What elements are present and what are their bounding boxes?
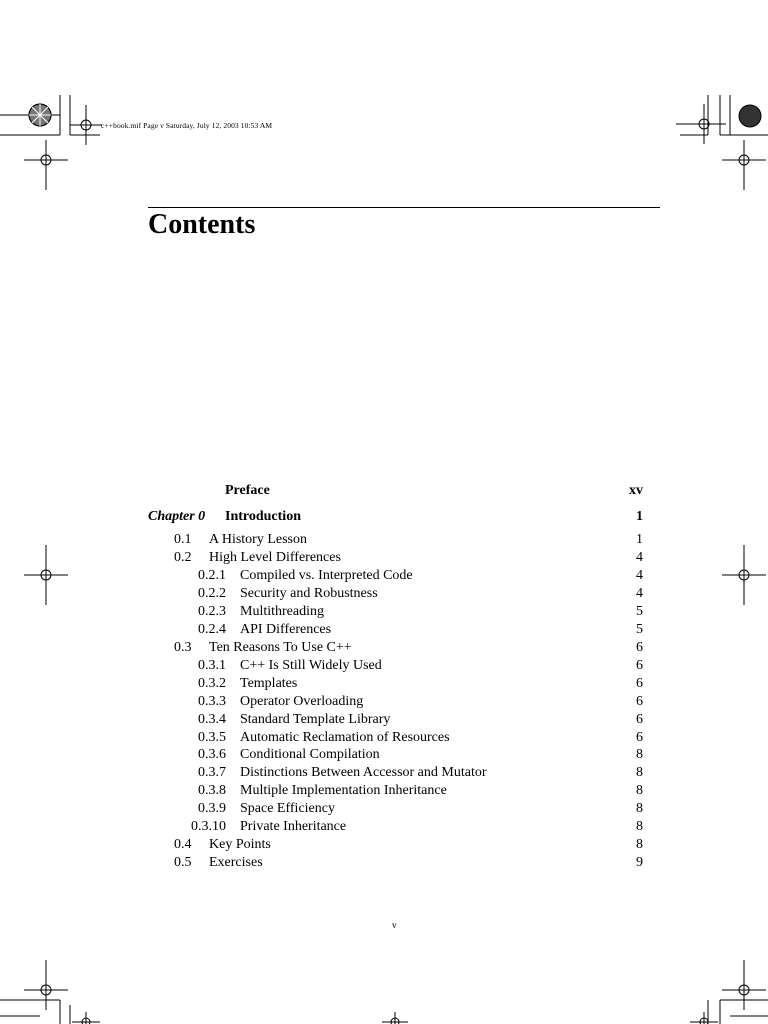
toc-entry-number: 0.3.4 [198,711,226,727]
toc-chapter-title: Introduction [225,509,301,524]
toc-entry-title: Compiled vs. Interpreted Code [240,567,413,583]
toc-entry-title: Multithreading [240,603,324,619]
toc-chapter-label: Chapter 0 [148,509,206,524]
toc-entry-number: 0.3.2 [198,675,226,691]
toc-entry-page: 4 [636,585,643,601]
toc-entry-row[interactable] [0,567,768,585]
toc-entry-row[interactable] [0,836,768,854]
toc-entry-number: 0.2.3 [198,603,226,619]
toc-entry-page: 1 [636,532,643,547]
toc-entry-number: 0.3.1 [198,657,226,673]
toc-entry-page: 5 [636,621,643,637]
toc-preface-page: xv [629,483,643,498]
toc-entry-page: 8 [636,837,643,853]
toc-entry-page: 9 [636,855,643,871]
toc-entry-title: Ten Reasons To Use C++ [209,639,352,655]
toc-entry-row[interactable] [0,764,768,782]
toc-entry-number: 0.1 [174,532,192,547]
toc-entry-row[interactable] [0,854,768,872]
toc-entry-page: 8 [636,747,643,763]
toc-entry-row[interactable] [0,746,768,764]
toc-entry-page: 6 [636,657,643,673]
toc-entry-number: 0.3.9 [198,801,226,817]
toc-entry-number: 0.3.8 [198,783,226,799]
toc-entry-number: 0.2.1 [198,567,226,583]
toc-entry-row[interactable] [0,621,768,639]
toc-entry-title: Standard Template Library [240,711,391,727]
toc-entry-row[interactable] [0,693,768,711]
toc-chapter-page: 1 [636,509,643,524]
toc-entry-title: Operator Overloading [240,693,364,709]
toc-entry-row[interactable] [0,729,768,747]
toc-entry-title: A History Lesson [209,532,307,547]
toc-entry-row[interactable] [0,782,768,800]
toc-entry-row[interactable] [0,639,768,657]
toc-entry-title: Multiple Implementation Inheritance [240,783,447,799]
toc-entry-number: 0.3.6 [198,747,226,763]
toc-entry-title: Exercises [209,855,263,871]
toc-entry-page: 6 [636,675,643,691]
toc-entry-title: Automatic Reclamation of Resources [240,729,450,745]
toc-entry-title: High Level Differences [209,550,341,565]
toc-entry-row[interactable] [0,603,768,621]
toc-entry-page: 6 [636,729,643,745]
toc-entry-number: 0.5 [174,855,192,871]
toc-entry-number: 0.3.7 [198,765,226,781]
toc-entry-row[interactable] [0,585,768,603]
toc-entry-page: 6 [636,711,643,727]
toc-entry-title: Space Efficiency [240,801,335,817]
toc-entry-row[interactable] [0,531,768,549]
toc-entry-title: C++ Is Still Widely Used [240,657,382,673]
toc-entry-page: 8 [636,801,643,817]
toc-entry-page: 8 [636,819,643,835]
toc-entry-page: 8 [636,765,643,781]
toc-entry-number: 0.3 [174,639,192,655]
toc-entry-page: 4 [636,550,643,565]
toc-entry-row[interactable] [0,800,768,818]
toc-entry-page: 4 [636,567,643,583]
toc-entry-number: 0.2 [174,550,192,565]
toc-entry-number: 0.3.10 [191,819,226,835]
toc-entry-row[interactable] [0,711,768,729]
running-header: c++book.mif Page v Saturday, July 12, 2003 10:53 AM [101,121,273,130]
toc-chapter-row[interactable] [0,508,768,526]
toc-entry-title: Security and Robustness [240,585,378,601]
toc-entry-number: 0.2.2 [198,585,226,601]
toc-entry-number: 0.2.4 [198,621,226,637]
toc-entry-title: Private Inheritance [240,819,347,835]
toc-entry-number: 0.3.3 [198,693,226,709]
toc-entry-title: Templates [240,675,298,691]
toc-entry-row[interactable] [0,549,768,567]
toc-entry-row[interactable] [0,818,768,836]
toc-entry-page: 6 [636,693,643,709]
toc-entry-row[interactable] [0,675,768,693]
toc-entry-number: 0.3.5 [198,729,226,745]
toc-entry-page: 5 [636,603,643,619]
page-folio: v [392,920,397,930]
toc-entry-title: Key Points [209,837,271,853]
toc-entry-title: Conditional Compilation [240,747,380,763]
toc-entry-page: 6 [636,639,643,655]
toc-preface-title: Preface [225,483,270,498]
toc-preface-row[interactable] [0,482,768,500]
toc-entry-title: API Differences [240,621,332,637]
page-title: Contents [148,209,256,240]
toc-entry-page: 8 [636,783,643,799]
toc-entry-title: Distinctions Between Accessor and Mutator [240,765,487,781]
toc-entry-number: 0.4 [174,837,192,853]
toc-entry-row[interactable] [0,657,768,675]
